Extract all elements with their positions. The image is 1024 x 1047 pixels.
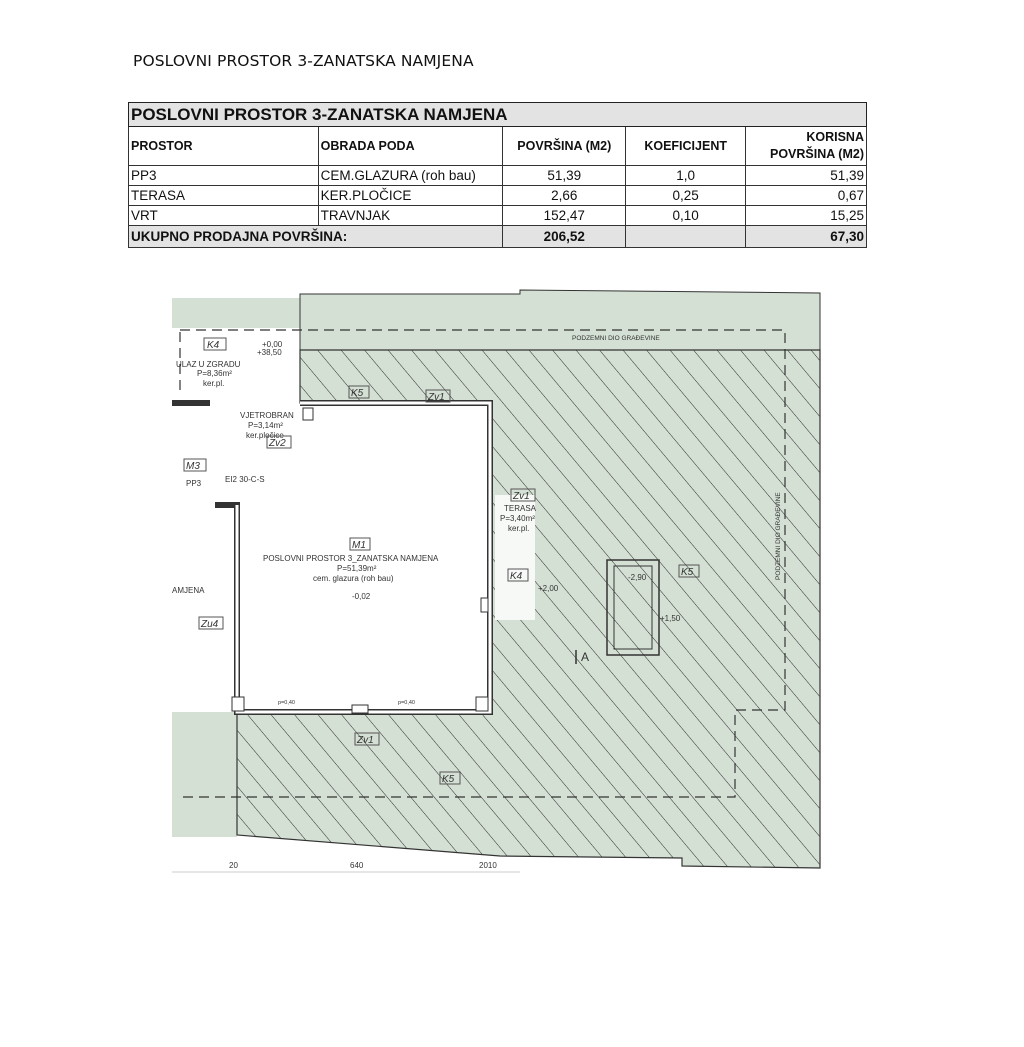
svg-text:Zv1: Zv1 [357, 735, 374, 746]
svg-text:M3: M3 [186, 461, 200, 472]
door-spec: EI2 30-C-S [225, 475, 265, 484]
table-total-row [129, 226, 867, 248]
col-korisna [746, 127, 867, 166]
cell-povrsina: 51,39 [503, 166, 626, 186]
tag-m1 [350, 538, 370, 551]
floor-plan [172, 288, 832, 878]
cell-povrsina: 152,47 [503, 206, 626, 226]
cell-prostor: VRT [129, 206, 319, 226]
cell-korisna: 0,67 [746, 186, 867, 206]
cell-prostor: TERASA [129, 186, 319, 206]
neighbour-label: AMJENA [172, 586, 205, 595]
cell-koef: 0,10 [626, 206, 746, 226]
room-floor: cem. glazura (roh bau) [313, 574, 394, 583]
tag-m3 [184, 459, 206, 472]
svg-text:Zu4: Zu4 [201, 619, 219, 630]
table-row [129, 166, 867, 186]
total-empty [626, 226, 746, 248]
tag-zu4 [199, 617, 223, 630]
col-obrada: OBRADA PODA [318, 127, 503, 166]
parapet-text: p=0,40 [398, 700, 415, 706]
cell-korisna: 15,25 [746, 206, 867, 226]
table-row [129, 186, 867, 206]
level-text: +1,50 [660, 614, 681, 623]
dimension-text: 640 [350, 861, 364, 870]
svg-text:K5: K5 [351, 388, 364, 399]
table-header-row [129, 127, 867, 166]
entrance-floor: ker.pl. [203, 379, 225, 388]
dimension-text: 2010 [479, 861, 497, 870]
level-text: +38,50 [257, 348, 282, 357]
cell-obrada: TRAVNJAK [318, 206, 503, 226]
svg-text:Zv1: Zv1 [513, 491, 530, 502]
tag-zv2 [267, 436, 291, 449]
room-area: P=51,39m² [337, 564, 377, 573]
vjetrobran-floor: ker.pločice [246, 431, 284, 440]
pp3-label: PP3 [186, 479, 202, 488]
level-text: +2,00 [538, 584, 559, 593]
svg-text:K5: K5 [681, 567, 694, 578]
col-korisna-line2: POVRŠINA (M2) [770, 147, 864, 161]
garden-top-strip-right [300, 290, 820, 350]
terasa-name: TERASA [504, 504, 537, 513]
total-povrsina: 206,52 [503, 226, 626, 248]
total-label: UKUPNO PRODAJNA POVRŠINA: [129, 226, 503, 248]
svg-text:M1: M1 [352, 540, 366, 551]
svg-text:Zv1: Zv1 [428, 392, 445, 403]
cell-koef: 1,0 [626, 166, 746, 186]
vjetrobran-name: VJETROBRAN [240, 411, 294, 420]
area-table [128, 102, 867, 248]
table-title: POSLOVNI PROSTOR 3-ZANATSKA NAMJENA [129, 103, 867, 127]
col-korisna-line1: KORISNA [806, 130, 864, 144]
col-prostor: PROSTOR [129, 127, 319, 166]
col-koeficijent: KOEFICIJENT [626, 127, 746, 166]
podzemni-label: PODZEMNI DIO GRAĐEVINE [572, 335, 660, 342]
room-level: -0,02 [352, 592, 371, 601]
svg-text:K5: K5 [442, 774, 455, 785]
cell-obrada: CEM.GLAZURA (roh bau) [318, 166, 503, 186]
garden-left-bottom [172, 712, 237, 837]
table-row [129, 206, 867, 226]
terasa-area-text: P=3,40m² [500, 514, 535, 523]
total-korisna: 67,30 [746, 226, 867, 248]
room-name: POSLOVNI PROSTOR 3_ZANATSKA NAMJENA [263, 554, 439, 563]
col-povrsina: POVRŠINA (M2) [503, 127, 626, 166]
level-text: +0,00 [262, 340, 283, 349]
tag-k4-top [204, 338, 226, 351]
document-title: POSLOVNI PROSTOR 3-ZANATSKA NAMJENA [133, 52, 474, 70]
svg-text:K4: K4 [510, 571, 523, 582]
cell-prostor: PP3 [129, 166, 319, 186]
cell-koef: 0,25 [626, 186, 746, 206]
terasa-floor: ker.pl. [508, 524, 530, 533]
cell-korisna: 51,39 [746, 166, 867, 186]
level-text: -2,90 [628, 573, 647, 582]
svg-text:Zv2: Zv2 [269, 438, 286, 449]
cell-obrada: KER.PLOČICE [318, 186, 503, 206]
section-marker: A [581, 650, 590, 664]
cell-povrsina: 2,66 [503, 186, 626, 206]
entrance-area: P=8,36m² [197, 369, 232, 378]
podzemni-label-vertical: PODZEMNI DIO GRAĐEVINE [775, 492, 782, 580]
vjetrobran-area: P=3,14m² [248, 421, 283, 430]
parapet-text: p=0,40 [278, 700, 295, 706]
entrance-name: ULAZ U ZGRADU [176, 360, 241, 369]
garden-top-strip [172, 298, 300, 328]
svg-text:K4: K4 [207, 340, 220, 351]
dimension-text: 20 [229, 861, 238, 870]
